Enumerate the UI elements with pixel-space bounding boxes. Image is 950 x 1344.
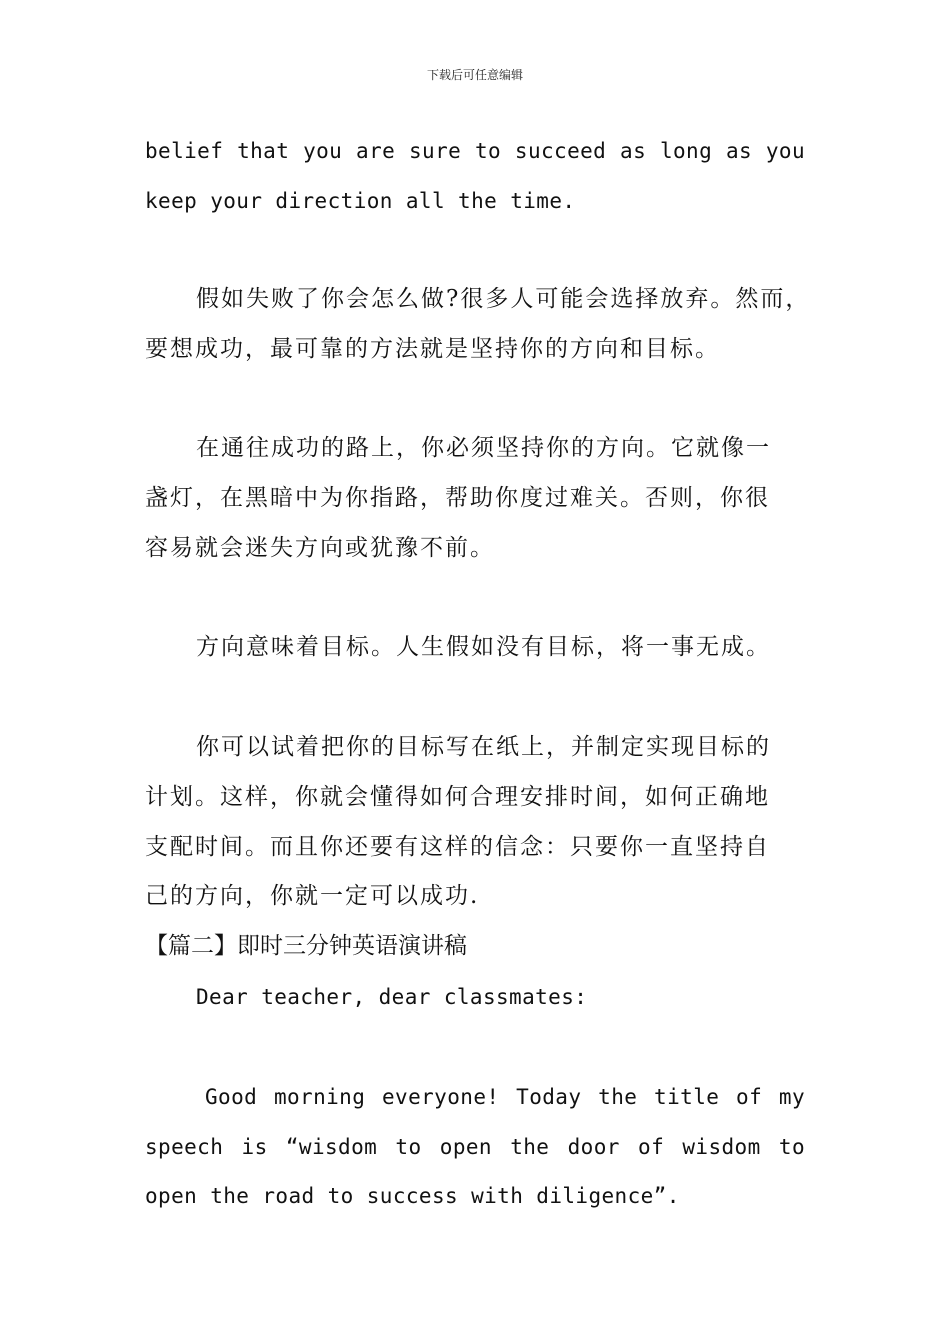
english-line: belief that you are sure to succeed as long as you [145,139,805,163]
page-header: 下载后可任意编辑 [426,68,523,82]
chinese-line: 方向意味着目标。人生假如没有目标，将一事无成。 [196,634,771,660]
english-line: Good morning everyone! Today the title of my [205,1085,805,1109]
english-line: keep your direction all the time. [145,189,576,213]
section-title: 【篇二】即时三分钟英语演讲稿 [145,933,467,959]
chinese-line: 支配时间。而且你还要有这样的信念：只要你一直坚持自 [145,834,770,860]
chinese-line: 要想成功，最可靠的方法就是坚持你的方向和目标。 [145,336,720,362]
english-line: open the road to success with diligence”. [145,1184,680,1208]
chinese-line: 计划。这样，你就会懂得如何合理安排时间，如何正确地 [145,784,770,810]
chinese-line: 己的方向，你就一定可以成功. [145,883,480,909]
chinese-line: 假如失败了你会怎么做?很多人可能会选择放弃。然而， [196,286,811,312]
chinese-line: 容易就会迷失方向或犹豫不前。 [145,535,495,561]
salutation: Dear teacher, dear classmates: [196,985,588,1009]
chinese-line: 你可以试着把你的目标写在纸上，并制定实现目标的 [196,734,771,760]
chinese-line: 在通往成功的路上，你必须坚持你的方向。它就像一 [196,435,771,461]
english-line: speech is “wisdom to open the door of wisdom to [145,1135,805,1159]
chinese-line: 盏灯，在黑暗中为你指路，帮助你度过难关。否则，你很 [145,485,770,511]
